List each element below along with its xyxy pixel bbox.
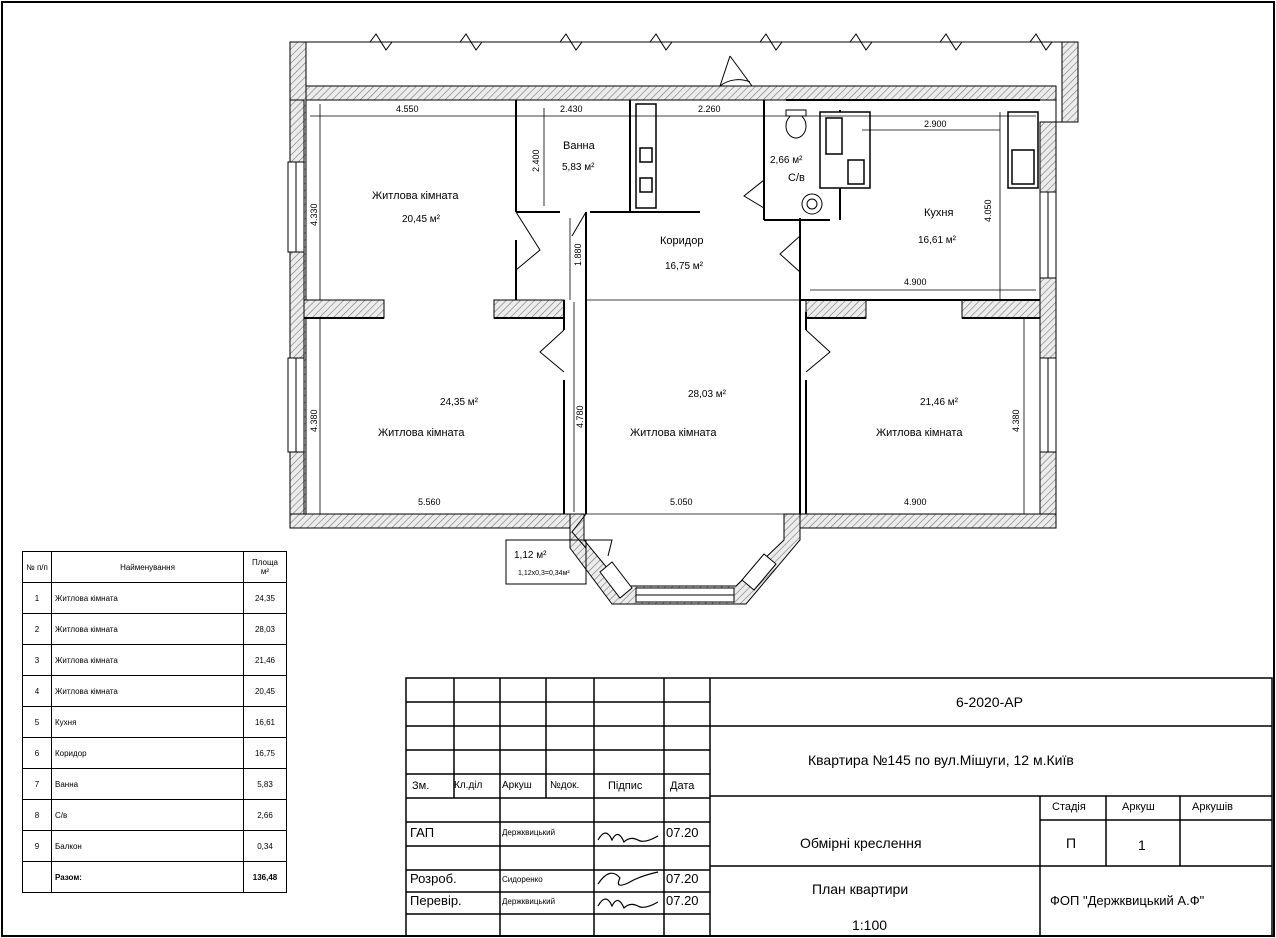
spec-cell-name: Житлова кімната	[52, 614, 244, 645]
spec-cell-area: 16,61	[244, 707, 287, 738]
spec-row	[23, 583, 287, 614]
date-developer: 07.20	[666, 871, 699, 886]
spec-row	[23, 676, 287, 707]
col-doc: №док.	[550, 780, 580, 791]
spec-cell-name: С/в	[52, 800, 244, 831]
spec-row	[23, 800, 287, 831]
room-name-living-bottom-left: Житлова кімната	[378, 427, 465, 439]
dim-top-1: 4.550	[396, 104, 419, 114]
room-area-living-top-left: 20,45 м²	[402, 214, 441, 225]
date-gap: 07.20	[666, 825, 699, 840]
col-signature: Підпис	[608, 780, 643, 792]
role-developer: Розроб.	[410, 871, 457, 886]
spec-total-empty	[23, 862, 52, 893]
spec-header-number: № п/п	[23, 552, 52, 583]
dim-right-bottom: 4.380	[1011, 409, 1021, 432]
spec-cell-name: Житлова кімната	[52, 583, 244, 614]
spec-cell-number: 1	[23, 583, 52, 614]
spec-cell-number: 8	[23, 800, 52, 831]
dimension-lines	[310, 104, 1036, 514]
room-area-bath: 5,83 м²	[562, 162, 595, 173]
spec-cell-number: 4	[23, 676, 52, 707]
role-gap: ГАП	[410, 825, 435, 840]
spec-cell-name: Житлова кімната	[52, 645, 244, 676]
spec-header-area: Площа м²	[244, 552, 287, 583]
stage-value: П	[1066, 835, 1077, 851]
role-checker: Перевір.	[410, 893, 462, 908]
sheets-header: Аркушів	[1192, 801, 1234, 813]
col-sheet: Аркуш	[502, 780, 532, 791]
balcony-note: 1,12х0,3=0,34м²	[518, 570, 570, 577]
room-name-corridor: Коридор	[660, 235, 704, 247]
spec-cell-number: 7	[23, 769, 52, 800]
spec-total-row	[23, 862, 287, 893]
project-title: Квартира №145 по вул.Мішуги, 12 м.Київ	[808, 752, 1074, 768]
dim-left-top: 4.330	[309, 203, 319, 226]
dim-kitchen-w: 4.900	[904, 277, 927, 287]
sheet-header: Аркуш	[1122, 801, 1155, 813]
date-checker: 07.20	[666, 893, 699, 908]
room-name-wc: С/в	[788, 172, 805, 184]
spec-total-value: 136,48	[244, 862, 287, 893]
col-date: Дата	[670, 780, 695, 792]
spec-cell-area: 16,75	[244, 738, 287, 769]
spec-cell-area: 20,45	[244, 676, 287, 707]
dim-bottom-3: 4.900	[904, 497, 927, 507]
spec-cell-number: 3	[23, 645, 52, 676]
col-change: Зм.	[412, 780, 430, 792]
name-checker: Держквицький	[502, 897, 556, 906]
spec-cell-number: 5	[23, 707, 52, 738]
room-name-living-bottom-mid: Житлова кімната	[630, 427, 717, 439]
dim-mid-h: 4.780	[575, 405, 585, 428]
spec-row	[23, 645, 287, 676]
spec-body	[23, 583, 287, 893]
shafts	[636, 104, 1038, 208]
spec-cell-area: 0,34	[244, 831, 287, 862]
room-area-living-bottom-left: 24,35 м²	[440, 397, 479, 408]
drawing-type: Обмірні креслення	[800, 835, 922, 851]
spec-cell-area: 24,35	[244, 583, 287, 614]
dim-bottom-1: 5.560	[418, 497, 441, 507]
spec-cell-number: 6	[23, 738, 52, 769]
spec-header-row	[23, 552, 287, 583]
partitions	[304, 100, 1040, 514]
area-specification-table	[22, 551, 287, 893]
spec-row	[23, 707, 287, 738]
spec-row	[23, 769, 287, 800]
spec-cell-area: 2,66	[244, 800, 287, 831]
spec-row	[23, 614, 287, 645]
spec-cell-number: 9	[23, 831, 52, 862]
spec-row	[23, 831, 287, 862]
spec-cell-area: 5,83	[244, 769, 287, 800]
organization: ФОП "Держквицький А.Ф"	[1050, 893, 1205, 908]
stage-header: Стадія	[1052, 801, 1086, 813]
drawing-name: План квартири	[812, 881, 909, 897]
spec-header-name: Найменування	[52, 552, 244, 583]
dim-corridor-h: 1.880	[573, 243, 583, 266]
room-name-living-top-left: Житлова кімната	[372, 190, 459, 202]
room-area-wc: 2,66 м²	[770, 155, 803, 166]
room-name-living-bottom-right: Житлова кімната	[876, 427, 963, 439]
room-name-bath: Ванна	[563, 140, 595, 152]
windows	[288, 162, 1056, 602]
name-gap: Держквицький	[502, 828, 556, 837]
dim-top-2: 2.430	[560, 104, 583, 114]
room-name-kitchen: Кухня	[924, 207, 954, 219]
dim-bath-h: 2.400	[531, 149, 541, 172]
dim-top-3: 2.260	[698, 104, 721, 114]
spec-cell-name: Балкон	[52, 831, 244, 862]
spec-row	[23, 738, 287, 769]
dim-kitchen-h: 4.050	[983, 199, 993, 222]
room-area-corridor: 16,75 м²	[665, 261, 704, 272]
outer-walls	[290, 42, 1078, 604]
balcony-area: 1,12 м²	[514, 550, 547, 561]
project-code: 6-2020-АР	[956, 694, 1023, 710]
spec-cell-name: Ванна	[52, 769, 244, 800]
room-area-living-bottom-mid: 28,03 м²	[688, 389, 727, 400]
spec-cell-number: 2	[23, 614, 52, 645]
spec-cell-name: Житлова кімната	[52, 676, 244, 707]
spec-cell-name: Кухня	[52, 707, 244, 738]
spec-cell-area: 21,46	[244, 645, 287, 676]
sheet-value: 1	[1138, 837, 1146, 853]
dim-top-4: 2.900	[924, 119, 947, 129]
dim-bottom-2: 5.050	[670, 497, 693, 507]
room-area-kitchen: 16,61 м²	[918, 235, 957, 246]
spec-total-label: Разом:	[52, 862, 244, 893]
spec-cell-name: Коридор	[52, 738, 244, 769]
col-count: Кл.діл	[454, 780, 483, 791]
spec-cell-area: 28,03	[244, 614, 287, 645]
drawing-scale: 1:100	[852, 917, 888, 933]
room-area-living-bottom-right: 21,46 м²	[920, 397, 959, 408]
name-developer: Сидоренко	[502, 875, 543, 884]
dim-left-bottom: 4.380	[309, 409, 319, 432]
